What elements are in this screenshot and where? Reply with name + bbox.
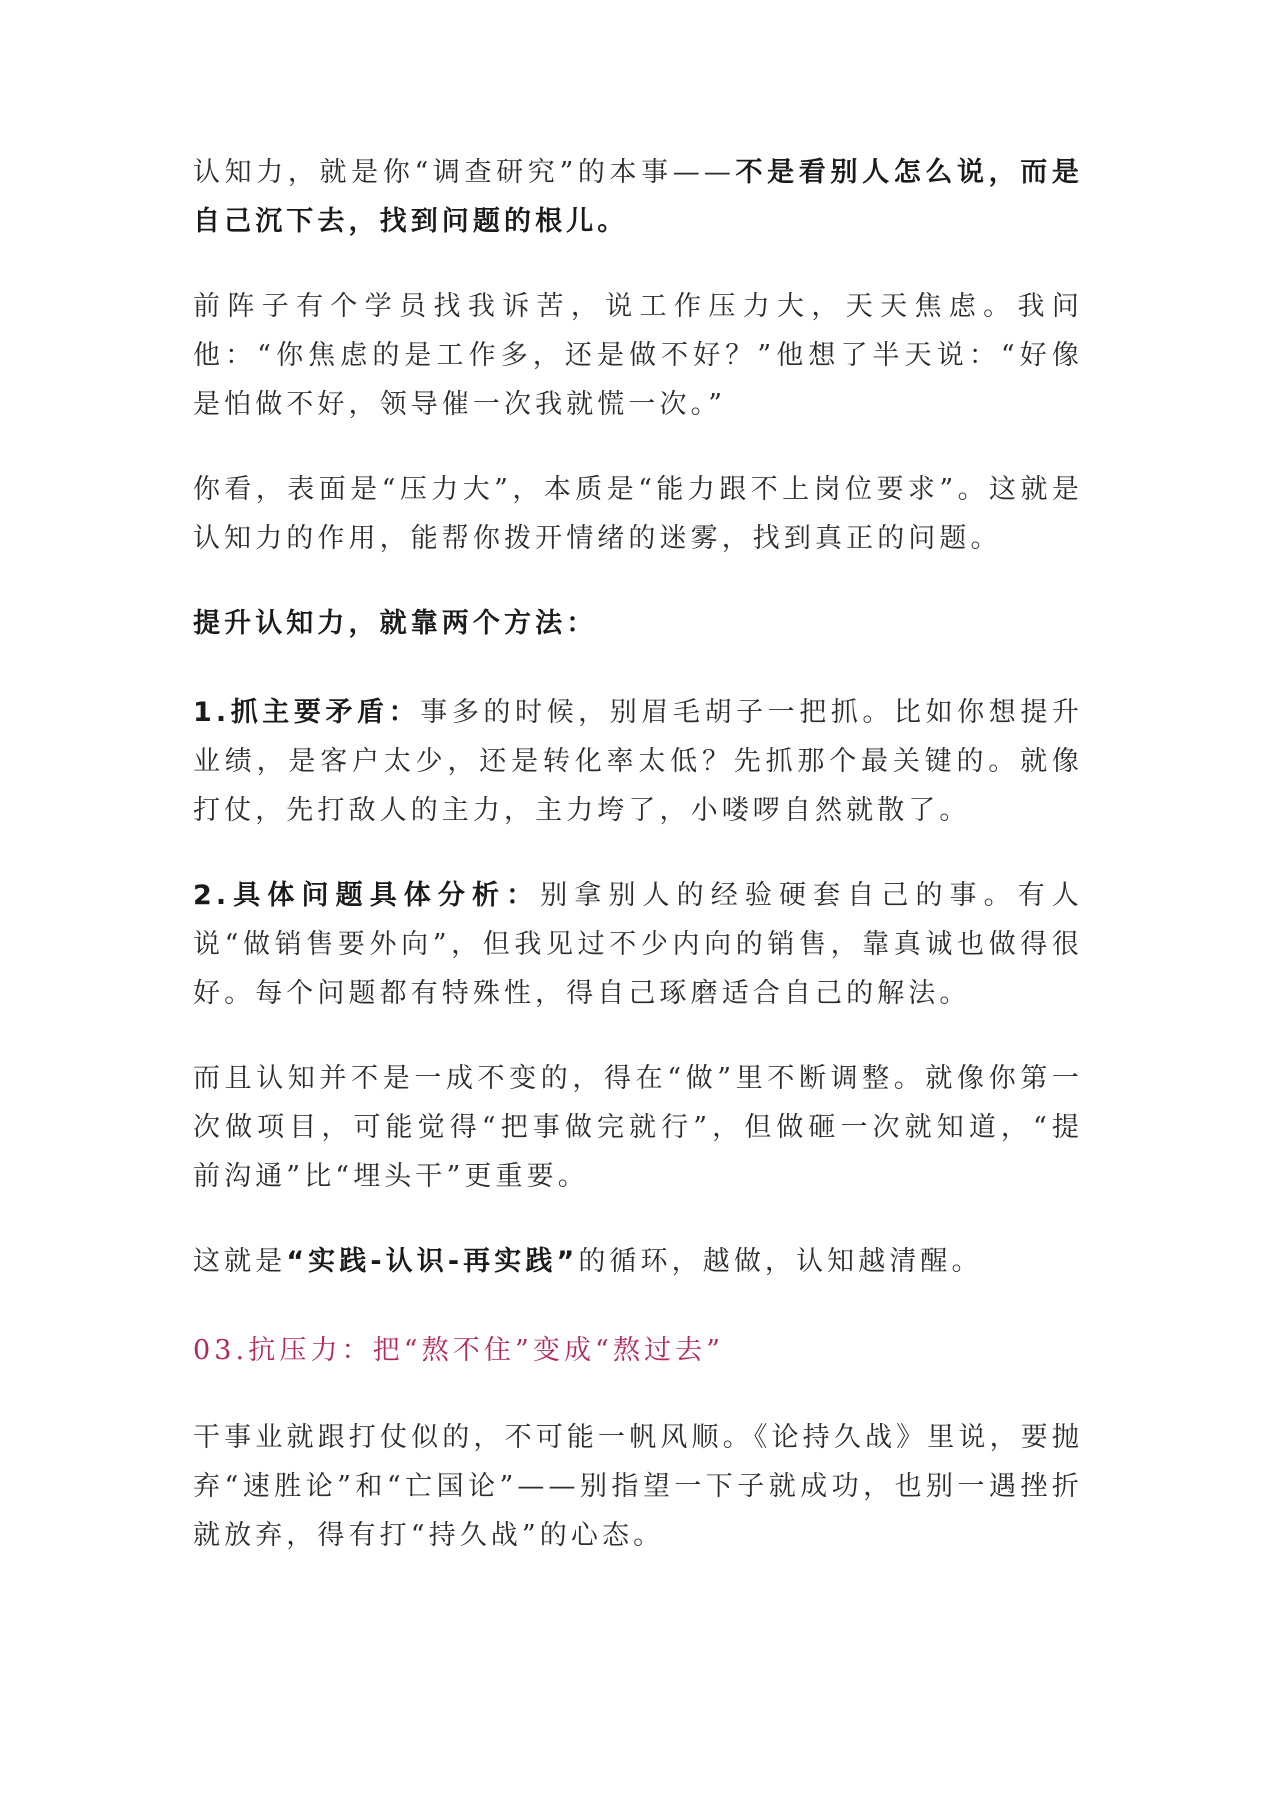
section-heading-resilience: 03.抗压力：把“熬不住”变成“熬过去” (193, 1335, 725, 1366)
paragraph-method-1 (193, 688, 1083, 835)
cycle-text-after: 的循环，越做，认知越清醒。 (578, 1246, 983, 1277)
paragraph-two-methods-title: 提升认知力，就靠两个方法： (193, 608, 598, 639)
paragraph-method-2 (193, 871, 1083, 1018)
method-2-label: 2.具体问题具体分析： (193, 880, 541, 911)
paragraph-protracted-war: 干事业就跟打仗似的，不可能一帆风顺。《论持久战》里说，要抛弃“速胜论”和“亡国论”——别指望一下子就成功，也别一遇挫折就放弃，得有打“持久战”的心态。 (193, 1422, 1083, 1551)
bold-emphasis: 不是看别人怎么说，而是自己沉下去，找到问题的根儿。 (193, 157, 1084, 237)
method-1-text: 事多的时候，别眉毛胡子一把抓。比如你想提升业绩，是客户太少，还是转化率太低？先抓那个最关键的。就像打仗，先打敌人的主力，主力垮了，小喽啰自然就散了。 (193, 697, 1083, 826)
paragraph-cognition-definition (193, 148, 1083, 246)
method-1-label: 1.抓主要矛盾： (193, 697, 421, 728)
cycle-text-before: 这就是 (193, 1246, 287, 1277)
paragraph-practice-cycle (193, 1237, 1083, 1286)
method-2-text: 别拿别人的经验硬套自己的事。有人说“做销售要外向”，但我见过不少内向的销售，靠真诚也做得很好。每个问题都有特殊性，得自己琢磨适合自己的解法。 (193, 880, 1083, 1009)
paragraph-student-story: 前阵子有个学员找我诉苦，说工作压力大，天天焦虑。我问他：“你焦虑的是工作多，还是做不好？”他想了半天说：“好像是怕做不好，领导催一次我就慌一次。” (193, 291, 1083, 420)
paragraph-essence: 你看，表面是“压力大”，本质是“能力跟不上岗位要求”。这就是认知力的作用，能帮你拨开情绪的迷雾，找到真正的问题。 (193, 474, 1083, 554)
cycle-bold: “实践-认识-再实践” (286, 1246, 579, 1277)
paragraph-text: 认知力，就是你“调查研究”的本事—— (193, 157, 735, 188)
paragraph-adjust-in-practice: 而且认知并不是一成不变的，得在“做”里不断调整。就像你第一次做项目，可能觉得“把事做完就行”，但做砸一次就知道，“提前沟通”比“埋头干”更重要。 (193, 1063, 1083, 1192)
